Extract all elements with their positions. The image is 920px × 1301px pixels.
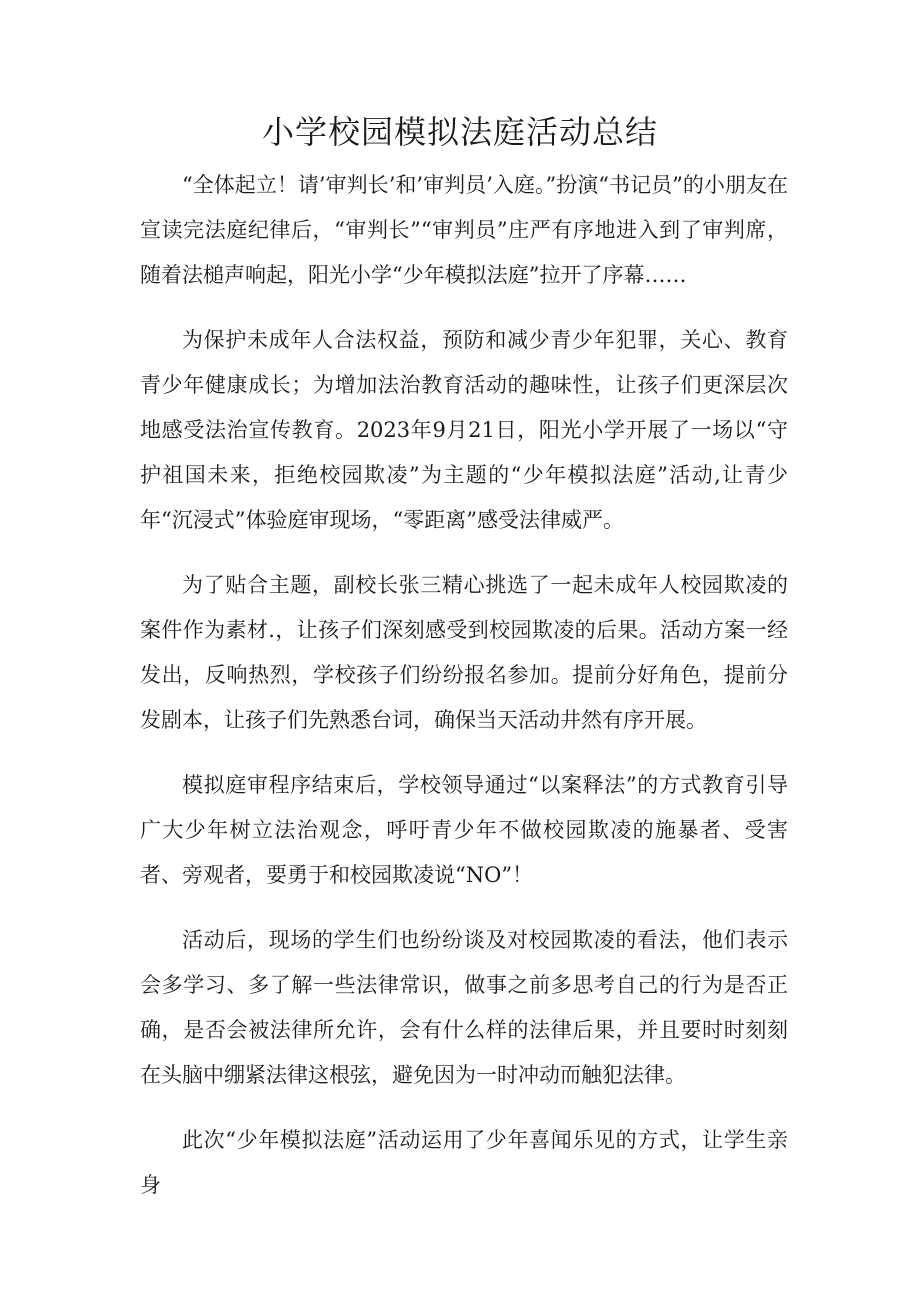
document-body — [140, 163, 788, 1228]
paragraph-education: 模拟庭审程序结束后，学校领导通过“以案释法”的方式教育引导广大少年树立法治观念，呼吁青少年不做校园欺凌的施暴者、受害者、旁观者，要勇于和校园欺凌说“NO”！ — [140, 773, 788, 887]
paragraph-preparation: 为了贴合主题，副校长张三精心挑选了一起未成年人校园欺凌的案件作为素材.，让孩子们深刻感受到校园欺凌的后果。活动方案一经发出，反响热烈，学校孩子们纷纷报名参加。提前分好角色，提前分发剧本，让孩子们先熟悉台词，确保当天活动井然有序开展。 — [140, 573, 788, 732]
paragraph-conclusion: 此次“少年模拟法庭”活动运用了少年喜闻乐见的方式，让学生亲身 — [140, 1128, 788, 1197]
paragraph-purpose: 为保护未成年人合法权益，预防和减少青少年犯罪，关心、教育青少年健康成长；为增加法治教育活动的趣味性，让孩子们更深层次地感受法治宣传教育。2023年9月21日，阳光小学开展了一场以“守护祖国未来，拒绝校园欺凌”为主题的“少年模拟法庭”活动,让青少年“沉浸式”体验庭审现场，“零距离”感受法律威严。 — [140, 328, 788, 532]
paragraph-reflection: 活动后，现场的学生们也纷纷谈及对校园欺凌的看法，他们表示会多学习、多了解一些法律常识，做事之前多思考自己的行为是否正确，是否会被法律所允许，会有什么样的法律后果，并且要时时刻刻在头脑中绷紧法律这根弦，避免因为一时冲动而触犯法律。 — [140, 928, 788, 1087]
document-title: 小学校园模拟法庭活动总结 — [261, 113, 658, 151]
paragraph-opening: “全体起立！请’审判长’和’审判员’入庭。”扮演“书记员”的小朋友在宣读完法庭纪律后，“审判长”“审判员”庄严有序地进入到了审判席，随着法槌声响起，阳光小学“少年模拟法庭”拉开了序幕…… — [140, 173, 788, 287]
